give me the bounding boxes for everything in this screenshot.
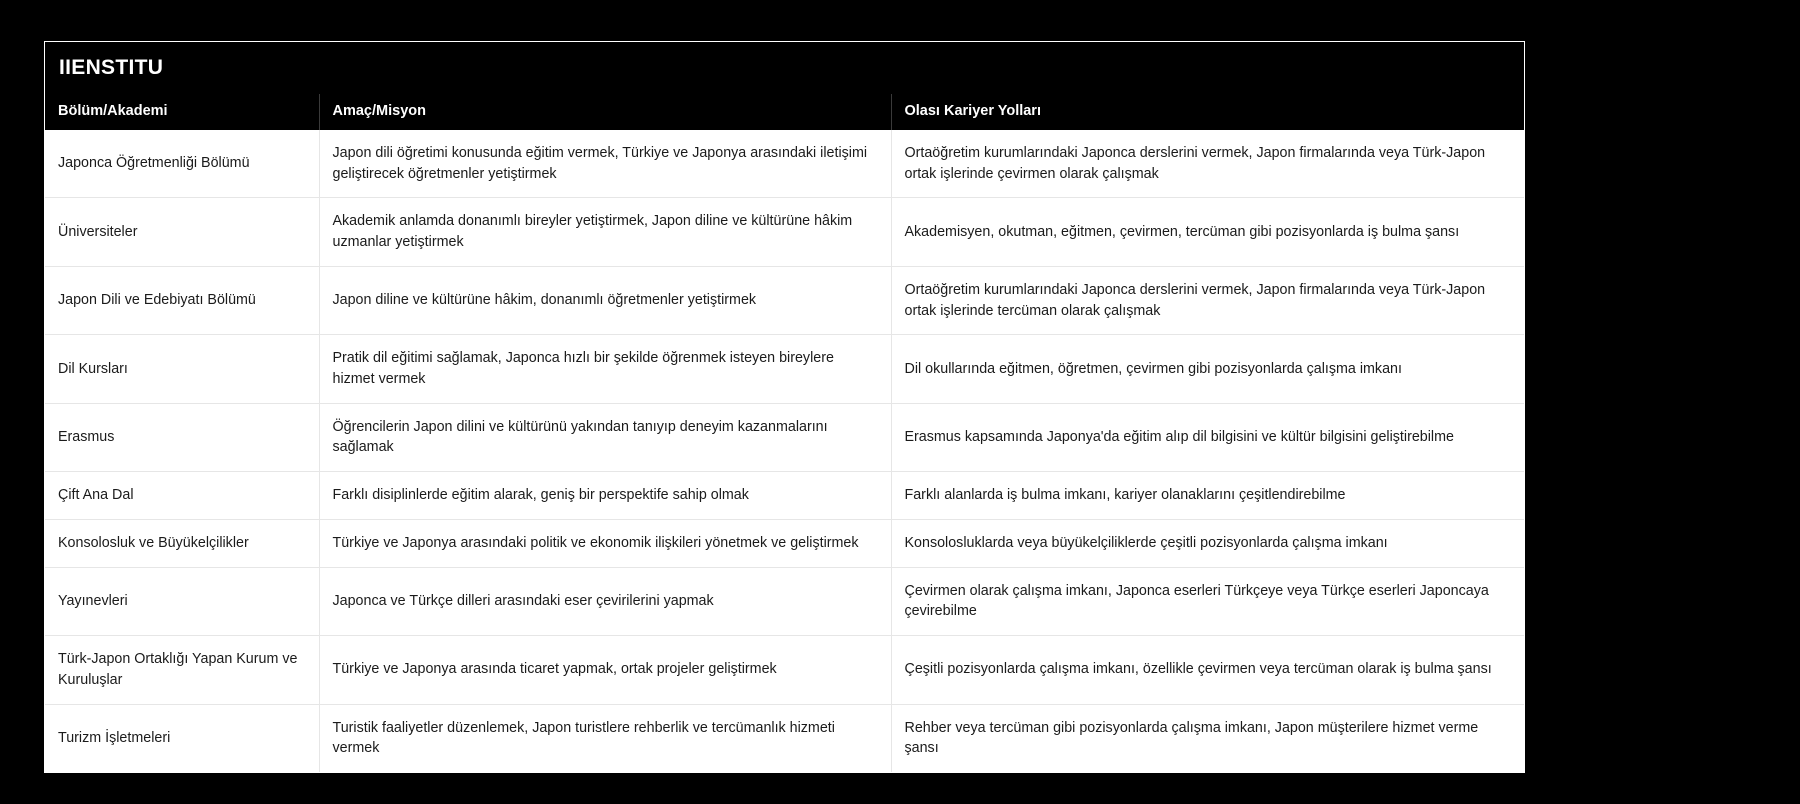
table-header bbox=[45, 94, 1524, 130]
table-row bbox=[45, 472, 1524, 520]
cell-career: Erasmus kapsamında Japonya'da eğitim alıp dil bilgisini ve kültür bilgisini geliştirebilme bbox=[891, 403, 1524, 471]
table-row bbox=[45, 335, 1524, 403]
column-header-department: Bölüm/Akademi bbox=[45, 94, 319, 130]
cell-career: Dil okullarında eğitmen, öğretmen, çevirmen gibi pozisyonlarda çalışma imkanı bbox=[891, 335, 1524, 403]
column-header-career: Olası Kariyer Yolları bbox=[891, 94, 1524, 130]
cell-department: Yayınevleri bbox=[45, 567, 319, 635]
cell-career: Ortaöğretim kurumlarındaki Japonca derslerini vermek, Japon firmalarında veya Türk-Japon ortak işlerinde tercüman olarak çalışmak bbox=[891, 266, 1524, 334]
table-row bbox=[45, 198, 1524, 266]
table-row bbox=[45, 266, 1524, 334]
cell-mission: Türkiye ve Japonya arasındaki politik ve ekonomik ilişkileri yönetmek ve geliştirmek bbox=[319, 519, 891, 567]
cell-mission: Japonca ve Türkçe dilleri arasındaki eser çevirilerini yapmak bbox=[319, 567, 891, 635]
brand-title: IIENSTITU bbox=[59, 56, 164, 79]
table-row bbox=[45, 403, 1524, 471]
cell-department: Türk-Japon Ortaklığı Yapan Kurum ve Kuruluşlar bbox=[45, 636, 319, 704]
cell-department: Erasmus bbox=[45, 403, 319, 471]
cell-career: Ortaöğretim kurumlarındaki Japonca derslerini vermek, Japon firmalarında veya Türk-Japon ortak işlerinde çevirmen olarak çalışmak bbox=[891, 130, 1524, 198]
cell-mission: Akademik anlamda donanımlı bireyler yetiştirmek, Japon diline ve kültürüne hâkim uzmanlar yetiştirmek bbox=[319, 198, 891, 266]
career-paths-table bbox=[45, 94, 1524, 772]
cell-department: Japon Dili ve Edebiyatı Bölümü bbox=[45, 266, 319, 334]
table-header-row bbox=[45, 94, 1524, 130]
table-row bbox=[45, 704, 1524, 772]
cell-career: Farklı alanlarda iş bulma imkanı, kariyer olanaklarını çeşitlendirebilme bbox=[891, 472, 1524, 520]
career-table-container bbox=[44, 41, 1525, 773]
table-body bbox=[45, 130, 1524, 772]
cell-career: Çevirmen olarak çalışma imkanı, Japonca eserleri Türkçeye veya Türkçe eserleri Japoncaya çevirebilme bbox=[891, 567, 1524, 635]
table-row bbox=[45, 567, 1524, 635]
cell-mission: Japon dili öğretimi konusunda eğitim vermek, Türkiye ve Japonya arasındaki iletişimi geliştirecek öğretmenler yetiştirmek bbox=[319, 130, 891, 198]
cell-career: Konsolosluklarda veya büyükelçiliklerde çeşitli pozisyonlarda çalışma imkanı bbox=[891, 519, 1524, 567]
cell-mission: Japon diline ve kültürüne hâkim, donanımlı öğretmenler yetiştirmek bbox=[319, 266, 891, 334]
cell-career: Rehber veya tercüman gibi pozisyonlarda çalışma imkanı, Japon müşterilere hizmet verme şansı bbox=[891, 704, 1524, 772]
cell-career: Akademisyen, okutman, eğitmen, çevirmen, tercüman gibi pozisyonlarda iş bulma şansı bbox=[891, 198, 1524, 266]
cell-mission: Öğrencilerin Japon dilini ve kültürünü yakından tanıyıp deneyim kazanmalarını sağlamak bbox=[319, 403, 891, 471]
table-row bbox=[45, 636, 1524, 704]
cell-mission: Turistik faaliyetler düzenlemek, Japon turistlere rehberlik ve tercümanlık hizmeti vermek bbox=[319, 704, 891, 772]
table-row bbox=[45, 130, 1524, 198]
cell-department: Üniversiteler bbox=[45, 198, 319, 266]
cell-department: Dil Kursları bbox=[45, 335, 319, 403]
cell-mission: Türkiye ve Japonya arasında ticaret yapmak, ortak projeler geliştirmek bbox=[319, 636, 891, 704]
cell-mission: Pratik dil eğitimi sağlamak, Japonca hızlı bir şekilde öğrenmek isteyen bireylere hizmet vermek bbox=[319, 335, 891, 403]
cell-department: Japonca Öğretmenliği Bölümü bbox=[45, 130, 319, 198]
cell-department: Konsolosluk ve Büyükelçilikler bbox=[45, 519, 319, 567]
cell-mission: Farklı disiplinlerde eğitim alarak, geniş bir perspektife sahip olmak bbox=[319, 472, 891, 520]
cell-department: Çift Ana Dal bbox=[45, 472, 319, 520]
table-row bbox=[45, 519, 1524, 567]
cell-career: Çeşitli pozisyonlarda çalışma imkanı, özellikle çevirmen veya tercüman olarak iş bulma şansı bbox=[891, 636, 1524, 704]
cell-department: Turizm İşletmeleri bbox=[45, 704, 319, 772]
column-header-mission: Amaç/Misyon bbox=[319, 94, 891, 130]
brand-header bbox=[45, 42, 1524, 94]
